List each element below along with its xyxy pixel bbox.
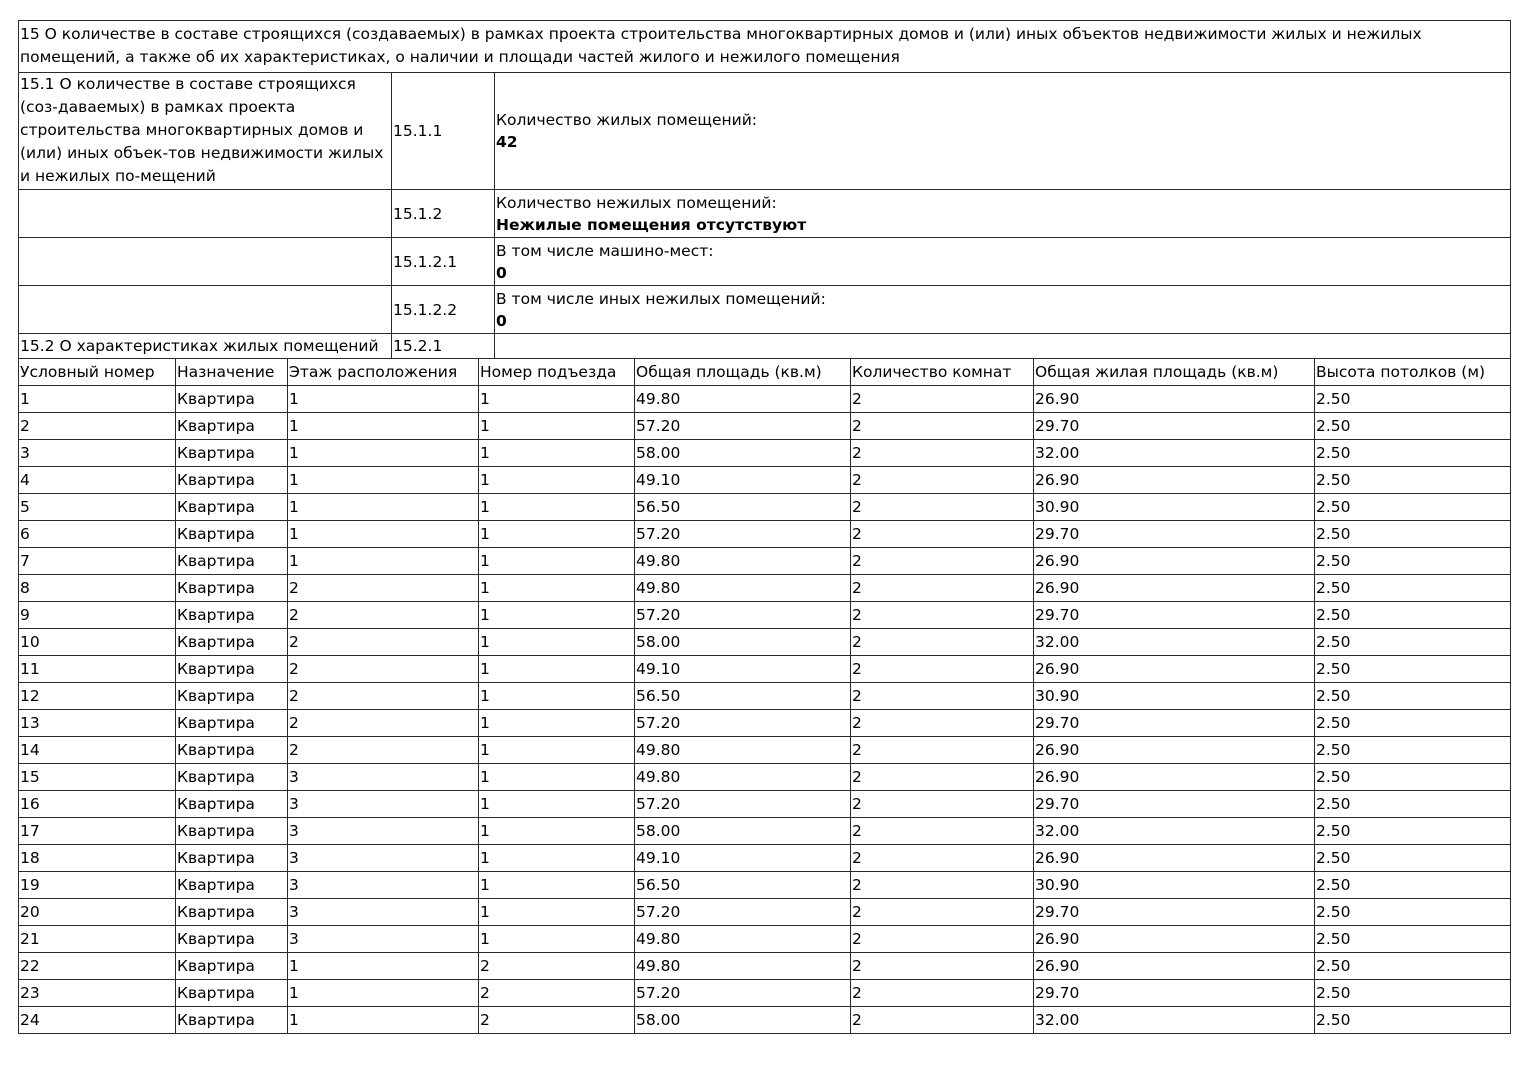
table-cell: 1 — [288, 413, 479, 440]
table-cell: 2 — [288, 575, 479, 602]
table-cell: 2.50 — [1315, 899, 1511, 926]
table-cell: 2.50 — [1315, 386, 1511, 413]
table-cell: Квартира — [176, 710, 288, 737]
table-cell: 2 — [851, 386, 1034, 413]
table-cell: 3 — [288, 818, 479, 845]
table-cell: 30.90 — [1034, 683, 1315, 710]
table-cell: 3 — [19, 440, 176, 467]
table-cell: 58.00 — [635, 440, 851, 467]
table-cell: Квартира — [176, 386, 288, 413]
table-cell: 2 — [288, 683, 479, 710]
table-cell: 2 — [288, 629, 479, 656]
table-cell: 2 — [851, 791, 1034, 818]
table-cell: 9 — [19, 602, 176, 629]
table-cell: 49.10 — [635, 467, 851, 494]
table-cell: 26.90 — [1034, 845, 1315, 872]
item-value: 42 — [496, 133, 518, 151]
table-cell: 49.80 — [635, 926, 851, 953]
table-cell: 1 — [479, 386, 635, 413]
item-code: 15.1.2.1 — [392, 238, 495, 286]
table-cell: 2.50 — [1315, 413, 1511, 440]
table-row — [19, 1007, 1511, 1034]
table-cell: 1 — [479, 926, 635, 953]
table-cell: Квартира — [176, 872, 288, 899]
table-cell: 2.50 — [1315, 953, 1511, 980]
table-cell: 2 — [851, 629, 1034, 656]
table-cell: 32.00 — [1034, 1007, 1315, 1034]
table-cell: 29.70 — [1034, 413, 1315, 440]
table-cell: 1 — [479, 440, 635, 467]
table-cell: 2 — [851, 953, 1034, 980]
table-cell: 1 — [288, 521, 479, 548]
table-cell: 1 — [479, 575, 635, 602]
table-cell: 29.70 — [1034, 521, 1315, 548]
table-cell: Квартира — [176, 926, 288, 953]
table-cell: Квартира — [176, 845, 288, 872]
table-row — [19, 818, 1511, 845]
column-header: Условный номер — [19, 359, 176, 386]
table-cell: Квартира — [176, 494, 288, 521]
table-row — [19, 791, 1511, 818]
table-cell: 3 — [288, 899, 479, 926]
table-cell: 2.50 — [1315, 926, 1511, 953]
column-header: Количество комнат — [851, 359, 1034, 386]
table-row — [19, 872, 1511, 899]
table-cell: 56.50 — [635, 494, 851, 521]
table-cell: 2 — [851, 818, 1034, 845]
table-cell: 26.90 — [1034, 548, 1315, 575]
empty-cell — [19, 238, 392, 286]
table-row — [19, 926, 1511, 953]
table-cell: 1 — [479, 629, 635, 656]
table-cell: 2.50 — [1315, 602, 1511, 629]
table-cell: 1 — [479, 656, 635, 683]
table-cell: 3 — [288, 845, 479, 872]
table-row — [19, 764, 1511, 791]
table-cell: 1 — [479, 872, 635, 899]
column-header: Назначение — [176, 359, 288, 386]
table-cell: Квартира — [176, 575, 288, 602]
table-cell: 1 — [479, 602, 635, 629]
table-cell: 58.00 — [635, 818, 851, 845]
table-cell: 2.50 — [1315, 845, 1511, 872]
table-body — [19, 386, 1511, 1034]
table-cell: 29.70 — [1034, 791, 1315, 818]
table-cell: 58.00 — [635, 1007, 851, 1034]
table-cell: 26.90 — [1034, 575, 1315, 602]
table-cell: 1 — [479, 683, 635, 710]
table-cell: 1 — [479, 413, 635, 440]
table-cell: 19 — [19, 872, 176, 899]
table-cell: 26.90 — [1034, 386, 1315, 413]
table-cell: 3 — [288, 764, 479, 791]
table-cell: 2.50 — [1315, 440, 1511, 467]
table-row — [19, 980, 1511, 1007]
subsection-15-2-label: 15.2 О характеристиках жилых помещений — [19, 334, 392, 359]
table-cell: 2.50 — [1315, 521, 1511, 548]
section-15-table — [18, 20, 1511, 359]
table-cell: 2 — [851, 899, 1034, 926]
table-cell: 12 — [19, 683, 176, 710]
table-cell: 29.70 — [1034, 899, 1315, 926]
table-cell: 1 — [479, 818, 635, 845]
table-cell: 2 — [851, 494, 1034, 521]
table-cell: 29.70 — [1034, 710, 1315, 737]
table-cell: 2 — [479, 1007, 635, 1034]
table-header-row — [19, 359, 1511, 386]
table-cell: 17 — [19, 818, 176, 845]
table-cell: 2 — [288, 737, 479, 764]
table-cell: Квартира — [176, 953, 288, 980]
table-row — [19, 845, 1511, 872]
table-cell: 32.00 — [1034, 440, 1315, 467]
table-cell: 11 — [19, 656, 176, 683]
table-cell: 49.10 — [635, 656, 851, 683]
table-cell: 21 — [19, 926, 176, 953]
table-cell: 2 — [19, 413, 176, 440]
document-page — [18, 20, 1510, 1034]
table-cell: 26.90 — [1034, 764, 1315, 791]
table-cell: Квартира — [176, 791, 288, 818]
table-cell: 58.00 — [635, 629, 851, 656]
table-cell: 2 — [851, 413, 1034, 440]
table-cell: 2 — [479, 980, 635, 1007]
table-cell: 1 — [479, 791, 635, 818]
table-cell: Квартира — [176, 521, 288, 548]
table-cell: 2 — [851, 683, 1034, 710]
table-row — [19, 386, 1511, 413]
table-cell: 2 — [851, 656, 1034, 683]
table-cell: Квартира — [176, 818, 288, 845]
table-cell: 56.50 — [635, 872, 851, 899]
table-cell: 2 — [479, 953, 635, 980]
table-cell: 49.80 — [635, 386, 851, 413]
item-label: Количество нежилых помещений: — [496, 193, 777, 212]
table-cell: 8 — [19, 575, 176, 602]
item-code: 15.1.1 — [392, 73, 495, 190]
empty-cell — [19, 190, 392, 238]
item-cell — [495, 286, 1511, 334]
table-row — [19, 710, 1511, 737]
table-cell: Квартира — [176, 467, 288, 494]
column-header: Высота потолков (м) — [1315, 359, 1511, 386]
table-cell: 2.50 — [1315, 575, 1511, 602]
subsection-15-2-code: 15.2.1 — [392, 334, 495, 359]
table-cell: 16 — [19, 791, 176, 818]
table-row — [19, 575, 1511, 602]
table-cell: 57.20 — [635, 791, 851, 818]
table-cell: 49.80 — [635, 548, 851, 575]
table-cell: 2 — [851, 1007, 1034, 1034]
table-cell: 1 — [288, 953, 479, 980]
item-code: 15.1.2.2 — [392, 286, 495, 334]
table-cell: 1 — [479, 845, 635, 872]
item-code: 15.1.2 — [392, 190, 495, 238]
section-title: 15 О количестве в составе строящихся (создаваемых) в рамках проекта строительства многоквартирных домов и (или) иных объектов недвижимости жилых и нежилых помещений, а также об их характеристиках, о наличии и площади частей жилого и нежилого помещения — [19, 21, 1511, 73]
table-cell: 1 — [288, 548, 479, 575]
table-cell: 4 — [19, 467, 176, 494]
table-cell: 29.70 — [1034, 602, 1315, 629]
table-cell: Квартира — [176, 440, 288, 467]
table-cell: 1 — [288, 467, 479, 494]
table-cell: 1 — [479, 548, 635, 575]
table-cell: 1 — [288, 1007, 479, 1034]
table-cell: Квартира — [176, 737, 288, 764]
table-cell: 2 — [851, 737, 1034, 764]
table-cell: 2 — [851, 764, 1034, 791]
item-value: Нежилые помещения отсутствуют — [496, 215, 807, 234]
table-cell: 26.90 — [1034, 926, 1315, 953]
table-cell: 57.20 — [635, 521, 851, 548]
table-cell: 2.50 — [1315, 764, 1511, 791]
table-cell: 29.70 — [1034, 980, 1315, 1007]
table-cell: 49.80 — [635, 764, 851, 791]
table-cell: 49.80 — [635, 575, 851, 602]
table-cell: 1 — [479, 710, 635, 737]
table-cell: 2 — [851, 926, 1034, 953]
table-cell: 57.20 — [635, 602, 851, 629]
table-cell: 13 — [19, 710, 176, 737]
table-cell: 1 — [479, 494, 635, 521]
table-row — [19, 521, 1511, 548]
table-row — [19, 737, 1511, 764]
table-cell: 30.90 — [1034, 872, 1315, 899]
table-cell: Квартира — [176, 602, 288, 629]
table-row — [19, 413, 1511, 440]
table-cell: 2.50 — [1315, 710, 1511, 737]
table-cell: 2 — [851, 872, 1034, 899]
table-cell: 2 — [288, 710, 479, 737]
table-cell: 57.20 — [635, 710, 851, 737]
table-cell: 1 — [288, 980, 479, 1007]
table-row — [19, 467, 1511, 494]
table-cell: 2 — [851, 521, 1034, 548]
table-cell: 2 — [288, 602, 479, 629]
table-cell: 2.50 — [1315, 494, 1511, 521]
table-cell: 32.00 — [1034, 629, 1315, 656]
item-cell — [495, 238, 1511, 286]
empty-cell — [495, 334, 1511, 359]
item-label: В том числе машино-мест: — [496, 241, 714, 260]
table-cell: 57.20 — [635, 413, 851, 440]
table-cell: Квартира — [176, 980, 288, 1007]
table-cell: 1 — [479, 764, 635, 791]
table-cell: 1 — [479, 521, 635, 548]
table-cell: 1 — [288, 440, 479, 467]
column-header: Общая площадь (кв.м) — [635, 359, 851, 386]
table-cell: 2.50 — [1315, 629, 1511, 656]
table-cell: 49.10 — [635, 845, 851, 872]
table-row — [19, 629, 1511, 656]
table-cell: 2 — [851, 548, 1034, 575]
table-cell: 30.90 — [1034, 494, 1315, 521]
table-cell: 7 — [19, 548, 176, 575]
table-cell: Квартира — [176, 629, 288, 656]
table-cell: 2 — [851, 845, 1034, 872]
table-cell: 2.50 — [1315, 1007, 1511, 1034]
table-cell: 1 — [479, 467, 635, 494]
table-cell: 22 — [19, 953, 176, 980]
table-cell: 2.50 — [1315, 467, 1511, 494]
table-cell: 2 — [851, 980, 1034, 1007]
table-cell: 2 — [851, 602, 1034, 629]
table-cell: Квартира — [176, 548, 288, 575]
item-value: 0 — [496, 311, 507, 330]
table-cell: 2 — [851, 710, 1034, 737]
item-label: В том числе иных нежилых помещений: — [496, 289, 826, 308]
apartments-table — [18, 358, 1511, 1034]
table-cell: 26.90 — [1034, 656, 1315, 683]
table-row — [19, 548, 1511, 575]
empty-cell — [19, 286, 392, 334]
table-cell: 5 — [19, 494, 176, 521]
table-cell: 56.50 — [635, 683, 851, 710]
table-cell: 3 — [288, 791, 479, 818]
table-cell: 2.50 — [1315, 791, 1511, 818]
table-cell: 2.50 — [1315, 737, 1511, 764]
table-row — [19, 602, 1511, 629]
table-cell: 2 — [851, 440, 1034, 467]
table-cell: 1 — [479, 737, 635, 764]
table-cell: 14 — [19, 737, 176, 764]
column-header: Общая жилая площадь (кв.м) — [1034, 359, 1315, 386]
item-label: Количество жилых помещений: — [496, 111, 758, 129]
table-cell: Квартира — [176, 683, 288, 710]
table-cell: Квартира — [176, 899, 288, 926]
column-header: Номер подъезда — [479, 359, 635, 386]
table-cell: 26.90 — [1034, 737, 1315, 764]
item-value: 0 — [496, 263, 507, 282]
table-row — [19, 494, 1511, 521]
table-cell: 15 — [19, 764, 176, 791]
table-cell: Квартира — [176, 656, 288, 683]
table-cell: 32.00 — [1034, 818, 1315, 845]
table-cell: 2.50 — [1315, 818, 1511, 845]
table-cell: 2.50 — [1315, 872, 1511, 899]
table-cell: 1 — [288, 386, 479, 413]
table-cell: 23 — [19, 980, 176, 1007]
table-cell: 20 — [19, 899, 176, 926]
table-cell: 26.90 — [1034, 467, 1315, 494]
table-cell: 6 — [19, 521, 176, 548]
subsection-15-1-label: 15.1 О количестве в составе строящихся (соз-даваемых) в рамках проекта строительства многоквартирных домов и (или) иных объек-тов недвижимости жилых и нежилых по-мещений — [19, 73, 392, 190]
table-cell: Квартира — [176, 1007, 288, 1034]
table-cell: 2.50 — [1315, 683, 1511, 710]
table-row — [19, 683, 1511, 710]
table-row — [19, 899, 1511, 926]
table-row — [19, 656, 1511, 683]
table-cell: 3 — [288, 872, 479, 899]
table-row — [19, 953, 1511, 980]
table-cell: Квартира — [176, 413, 288, 440]
table-cell: 1 — [288, 494, 479, 521]
table-cell: 2.50 — [1315, 656, 1511, 683]
item-cell — [495, 190, 1511, 238]
table-cell: Квартира — [176, 764, 288, 791]
table-cell: 26.90 — [1034, 953, 1315, 980]
table-cell: 2.50 — [1315, 548, 1511, 575]
table-cell: 2 — [288, 656, 479, 683]
item-cell — [495, 73, 1511, 190]
table-cell: 2.50 — [1315, 980, 1511, 1007]
table-cell: 2 — [851, 467, 1034, 494]
table-cell: 1 — [19, 386, 176, 413]
table-cell: 3 — [288, 926, 479, 953]
table-row — [19, 440, 1511, 467]
table-cell: 18 — [19, 845, 176, 872]
table-cell: 49.80 — [635, 953, 851, 980]
table-cell: 10 — [19, 629, 176, 656]
table-cell: 57.20 — [635, 899, 851, 926]
table-cell: 49.80 — [635, 737, 851, 764]
table-cell: 1 — [479, 899, 635, 926]
table-cell: 57.20 — [635, 980, 851, 1007]
column-header: Этаж расположения — [288, 359, 479, 386]
table-cell: 2 — [851, 575, 1034, 602]
table-cell: 24 — [19, 1007, 176, 1034]
